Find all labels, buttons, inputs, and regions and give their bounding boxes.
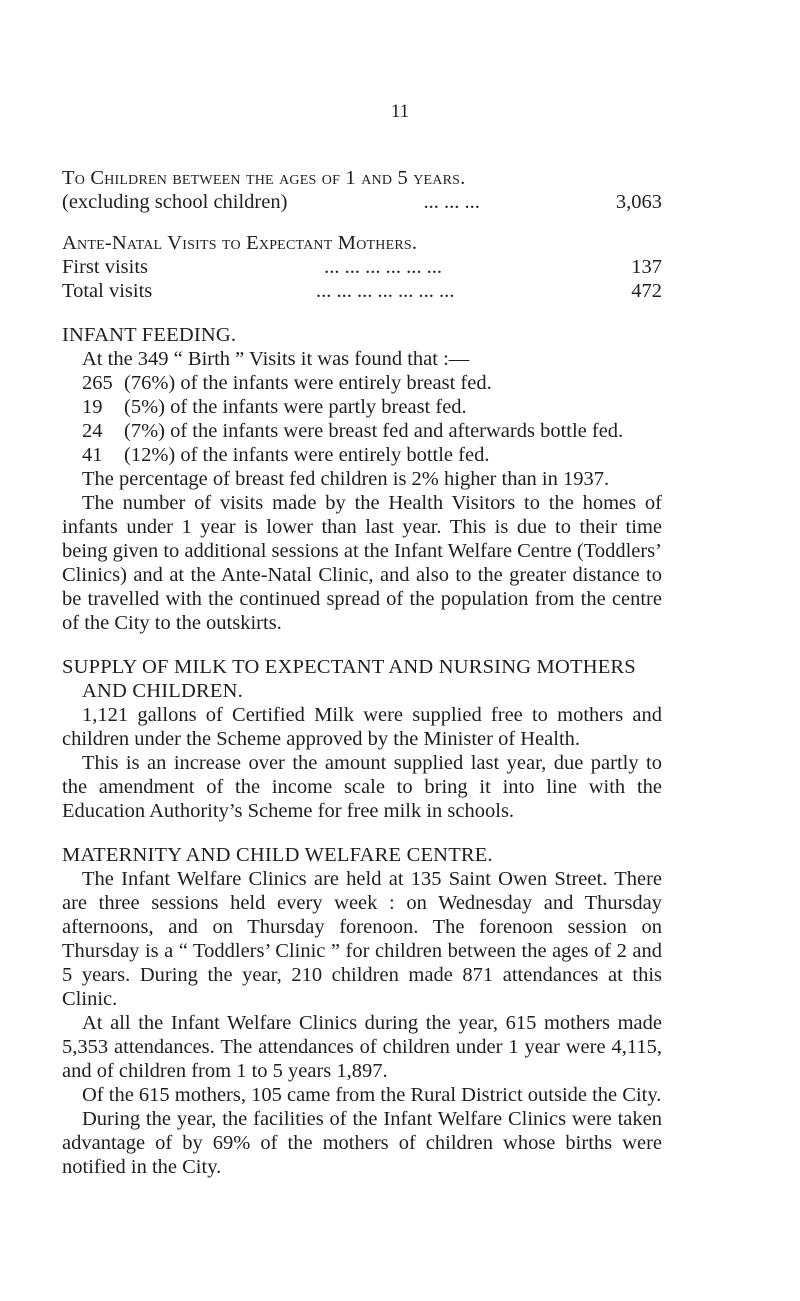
milk-supply-paragraph-2: This is an increase over the amount supplied last year, due partly to the amendment of the income scale to bring it into line with the Education Authority’s Scheme for free milk in schools.	[62, 752, 662, 822]
first-visits-label: First visits	[62, 256, 149, 278]
list-item-text: (12%) of the infants were entirely bottle fed.	[124, 444, 490, 466]
first-visits-row	[62, 255, 662, 279]
children-value: 3,063	[615, 191, 662, 213]
list-item-text: (76%) of the infants were entirely breast fed.	[124, 372, 492, 394]
welfare-centre-paragraph-2: At all the Infant Welfare Clinics during the year, 615 mothers made 5,353 attendances. The attendances of children under 1 year were 4,115, and of children from 1 to 5 years 1,897.	[62, 1012, 662, 1082]
list-item	[82, 371, 662, 395]
feeding-list	[82, 371, 662, 467]
page-content	[62, 166, 662, 1179]
infant-feeding-intro: At the 349 “ Birth ” Visits it was found that :—	[82, 348, 470, 370]
first-visits-dots: ... ... ... ... ... ...	[324, 256, 442, 278]
welfare-centre-heading: MATERNITY AND CHILD WELFARE CENTRE.	[62, 844, 493, 866]
list-item-text: (5%) of the infants were partly breast fed.	[124, 396, 467, 418]
milk-supply-section	[62, 655, 662, 823]
children-dots: ... ... ...	[423, 191, 480, 213]
infant-feeding-paragraph-2: The number of visits made by the Health Visitors to the homes of infants under 1 year is lower than last year. This is due to their time being given to additional sessions at the Infant Welfare Centre (Toddlers’ Clinics) and at the Ante-Natal Clinic, and also to the greater distance to be travelled with the continued spread of the population from the centre of the City to the outskirts.	[62, 492, 662, 634]
infant-feeding-paragraph-1: The percentage of breast fed children is 2% higher than in 1937.	[82, 468, 610, 490]
list-item-text: (7%) of the infants were breast fed and afterwards bottle fed.	[124, 420, 624, 442]
total-visits-value: 472	[631, 280, 662, 302]
total-visits-row	[62, 279, 662, 303]
list-item	[82, 395, 662, 419]
first-visits-value: 137	[631, 256, 662, 278]
ante-natal-section	[62, 231, 662, 303]
total-visits-label: Total visits	[62, 280, 153, 302]
children-row	[62, 190, 662, 214]
welfare-centre-section	[62, 843, 662, 1179]
children-section	[62, 166, 662, 214]
total-visits-dots: ... ... ... ... ... ... ...	[315, 280, 455, 302]
welfare-centre-paragraph-1: The Infant Welfare Clinics are held at 135 Saint Owen Street. There are three sessions held every week : on Wednesday and Thursday afternoons, and on Thursday forenoon. The forenoon session on Thursday is a “ Toddlers’ Clinic ” for children between the ages of 2 and 5 years. During the year, 210 children made 871 attendances at this Clinic.	[62, 868, 662, 1010]
ante-natal-title: Ante-Natal Visits to Expectant Mothers.	[62, 232, 418, 254]
children-title: To Children between the ages of 1 and 5 years.	[62, 167, 466, 189]
milk-supply-paragraph-1: 1,121 gallons of Certified Milk were supplied free to mothers and children under the Scheme approved by the Minister of Health.	[62, 704, 662, 750]
milk-supply-heading: SUPPLY OF MILK TO EXPECTANT AND NURSING MOTHERS AND CHILDREN.	[62, 656, 636, 702]
infant-feeding-heading: INFANT FEEDING.	[62, 324, 237, 346]
welfare-centre-paragraph-3: Of the 615 mothers, 105 came from the Rural District outside the City.	[82, 1084, 662, 1106]
infant-feeding-section	[62, 323, 662, 635]
list-item-number: 265	[82, 372, 113, 394]
list-item	[82, 419, 662, 443]
list-item	[82, 443, 662, 467]
children-label: (excluding school children)	[62, 191, 288, 213]
welfare-centre-paragraph-4: During the year, the facilities of the Infant Welfare Clinics were taken advantage of by 69% of the mothers of children whose births were notified in the City.	[62, 1108, 662, 1178]
list-item-number: 41	[82, 444, 103, 466]
page-number: 11	[390, 101, 410, 122]
list-item-number: 19	[82, 396, 103, 418]
list-item-number: 24	[82, 420, 103, 442]
